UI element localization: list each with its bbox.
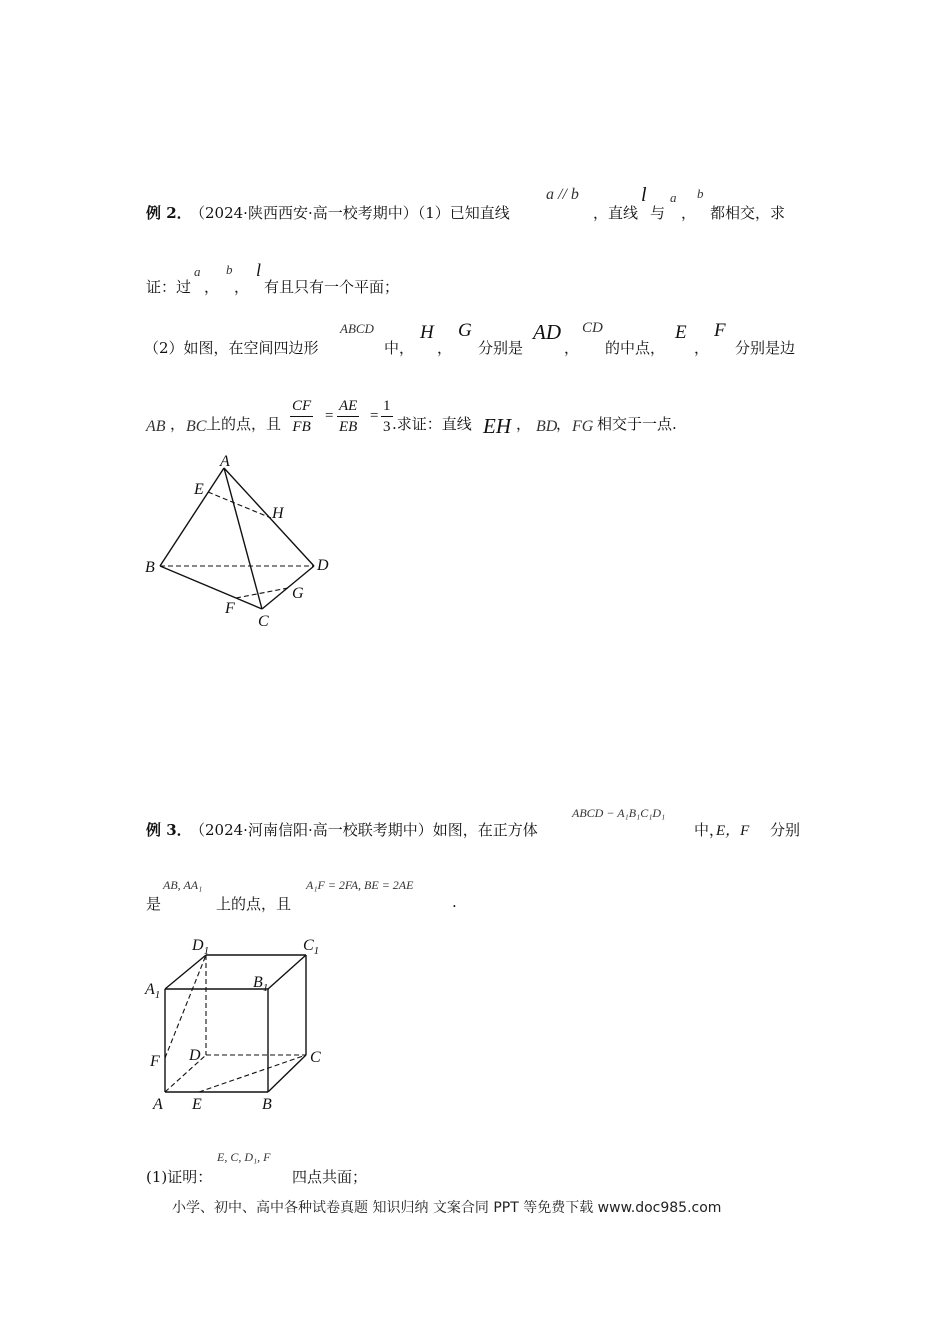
example2-label: 例 2． <box>146 204 192 222</box>
text: 都相交，求 <box>710 204 786 222</box>
example2-source: （2024·陕西西安·高一校考期中）（1）已知直线 <box>190 204 510 222</box>
label-c: C <box>258 613 269 630</box>
math-bc: BC <box>186 418 207 435</box>
segment-fd1 <box>165 955 206 1058</box>
math-h: H <box>420 322 434 343</box>
label-b: B <box>145 559 155 576</box>
label-e: E <box>192 1096 202 1113</box>
text: 四点共面； <box>292 1168 368 1186</box>
math-e-f: E，F <box>716 823 750 839</box>
math-b: b <box>697 186 704 201</box>
text: 有且只有一个平面； <box>264 278 400 296</box>
label-d: D <box>189 1047 201 1064</box>
text: 相交于一点. <box>597 415 677 433</box>
text: 是 <box>146 895 162 913</box>
math-a: a <box>194 264 201 279</box>
label-e: E <box>194 481 204 498</box>
text: 分别是 <box>478 339 524 357</box>
math-bd: BD <box>536 418 558 435</box>
edge-cd <box>262 566 314 609</box>
segment-fg <box>236 588 288 598</box>
segment-eh <box>208 492 271 518</box>
text: 中， <box>694 821 725 839</box>
label-a: A <box>153 1096 163 1113</box>
text: ， <box>694 339 710 357</box>
text: 的中点， <box>605 339 666 357</box>
math-ad: AD <box>533 320 561 344</box>
label-g: G <box>292 585 304 602</box>
text: ，直线 <box>593 204 639 222</box>
text: 与 <box>650 204 666 222</box>
label-a: A <box>220 453 230 470</box>
label-b1: $B_1$ <box>253 974 269 994</box>
equals: = <box>325 408 334 424</box>
text: ， <box>556 415 572 433</box>
edge-ab <box>160 468 224 566</box>
numerator: 1 <box>381 396 393 417</box>
math-a-parallel-b: a // b <box>546 186 579 203</box>
denominator: FB <box>292 419 311 435</box>
math-b: b <box>226 262 233 277</box>
label-c1: $C_1$ <box>303 937 320 957</box>
text: ， <box>170 415 186 433</box>
tetrahedron-figure <box>140 448 340 638</box>
text: . <box>452 893 457 911</box>
text: ， <box>234 278 250 296</box>
segment-ec <box>199 1055 306 1092</box>
text: 中， <box>384 339 415 357</box>
label-h: H <box>272 505 284 522</box>
equals: = <box>370 408 379 424</box>
denominator: EB <box>339 419 358 435</box>
math-points: E, C, D₁, F <box>217 1150 271 1164</box>
text: .求证：直线 <box>392 415 472 433</box>
text: ， <box>516 415 532 433</box>
math-cube: ABCD − A₁B₁C₁D₁ <box>572 806 666 820</box>
label-c: C <box>310 1049 321 1066</box>
denominator: 3 <box>383 419 391 435</box>
cube-figure <box>140 930 340 1115</box>
label-f: F <box>225 600 235 617</box>
numerator: AE <box>337 396 359 417</box>
math-l: l <box>641 184 647 206</box>
math-cd: CD <box>582 320 603 336</box>
label-b: B <box>262 1096 272 1113</box>
example3-source: （2024·河南信阳·高一校联考期中）如图，在正方体 <box>190 821 538 839</box>
label-a1: $A_1$ <box>145 981 161 1001</box>
math-g: G <box>458 320 472 341</box>
text: 上的点，且 <box>206 415 282 433</box>
math-abcd: ABCD <box>340 321 374 336</box>
edge-bc <box>160 566 262 609</box>
text: 上的点，且 <box>216 895 292 913</box>
math-ab-aa1: AB, AA₁ <box>163 878 203 892</box>
edge-bc <box>268 1055 306 1092</box>
math-fg: FG <box>572 418 594 435</box>
math-e: E <box>675 322 687 343</box>
fraction-ae-eb <box>337 396 359 437</box>
text: 分别 <box>770 821 801 839</box>
fraction-one-third <box>381 396 393 437</box>
text: ， <box>204 278 220 296</box>
text: ， <box>681 204 697 222</box>
edge-b1c1 <box>268 955 306 989</box>
text: 分别是边 <box>735 339 796 357</box>
label-d1: $D_1$ <box>192 937 210 957</box>
fraction-cf-fb <box>290 396 313 437</box>
text: （2）如图，在空间四边形 <box>144 339 319 357</box>
edge-a1d1 <box>165 955 206 989</box>
math-eh: EH <box>483 414 511 438</box>
math-ab: AB <box>146 418 166 435</box>
label-d: D <box>317 557 329 574</box>
text: ， <box>564 339 580 357</box>
math-condition: A₁F = 2FA, BE = 2AE <box>306 878 414 892</box>
example3-label: 例 3． <box>146 821 192 839</box>
label-f: F <box>150 1053 160 1070</box>
math-l: l <box>256 260 262 280</box>
math-f: F <box>714 320 726 341</box>
text: ， <box>437 339 453 357</box>
question-1-label: (1)证明： <box>146 1168 213 1186</box>
math-a: a <box>670 190 677 205</box>
footer-text: 小学、初中、高中各种试卷真题 知识归纳 文案合同 PPT 等免费下载 www.doc985.com <box>172 1200 722 1216</box>
text: 证：过 <box>146 278 192 296</box>
numerator: CF <box>290 396 313 417</box>
